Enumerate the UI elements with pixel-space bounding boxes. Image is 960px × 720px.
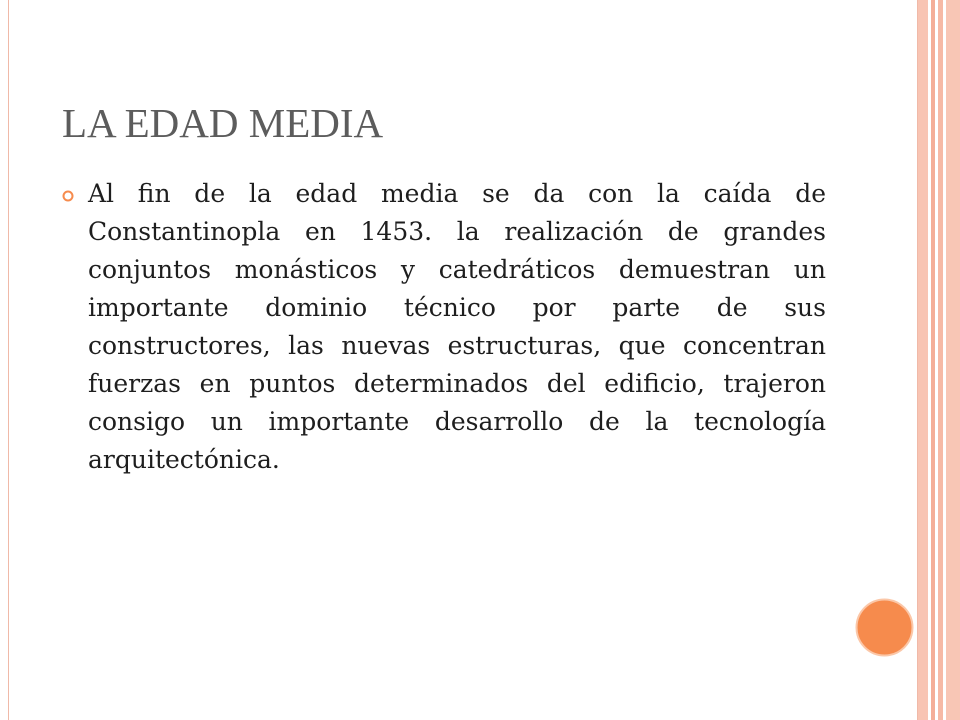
bullet-text: Al fin de la edad media se da con la caída de Constantinopla en 1453. la realización de grandes conjuntos monásticos y catedráticos demuestran un importante dominio técnico por parte de sus constructores, las nuevas estructuras, que concentran fuerzas en puntos determinados del edificio, trajeron consigo un importante desarrollo de la tecnología arquitectónica. [88,179,826,474]
slide-title: LA EDAD MEDIA [62,100,384,146]
right-stripes-decoration [918,0,960,720]
hollow-circle-bullet-icon [62,190,74,202]
orange-circle-decoration [855,598,914,657]
